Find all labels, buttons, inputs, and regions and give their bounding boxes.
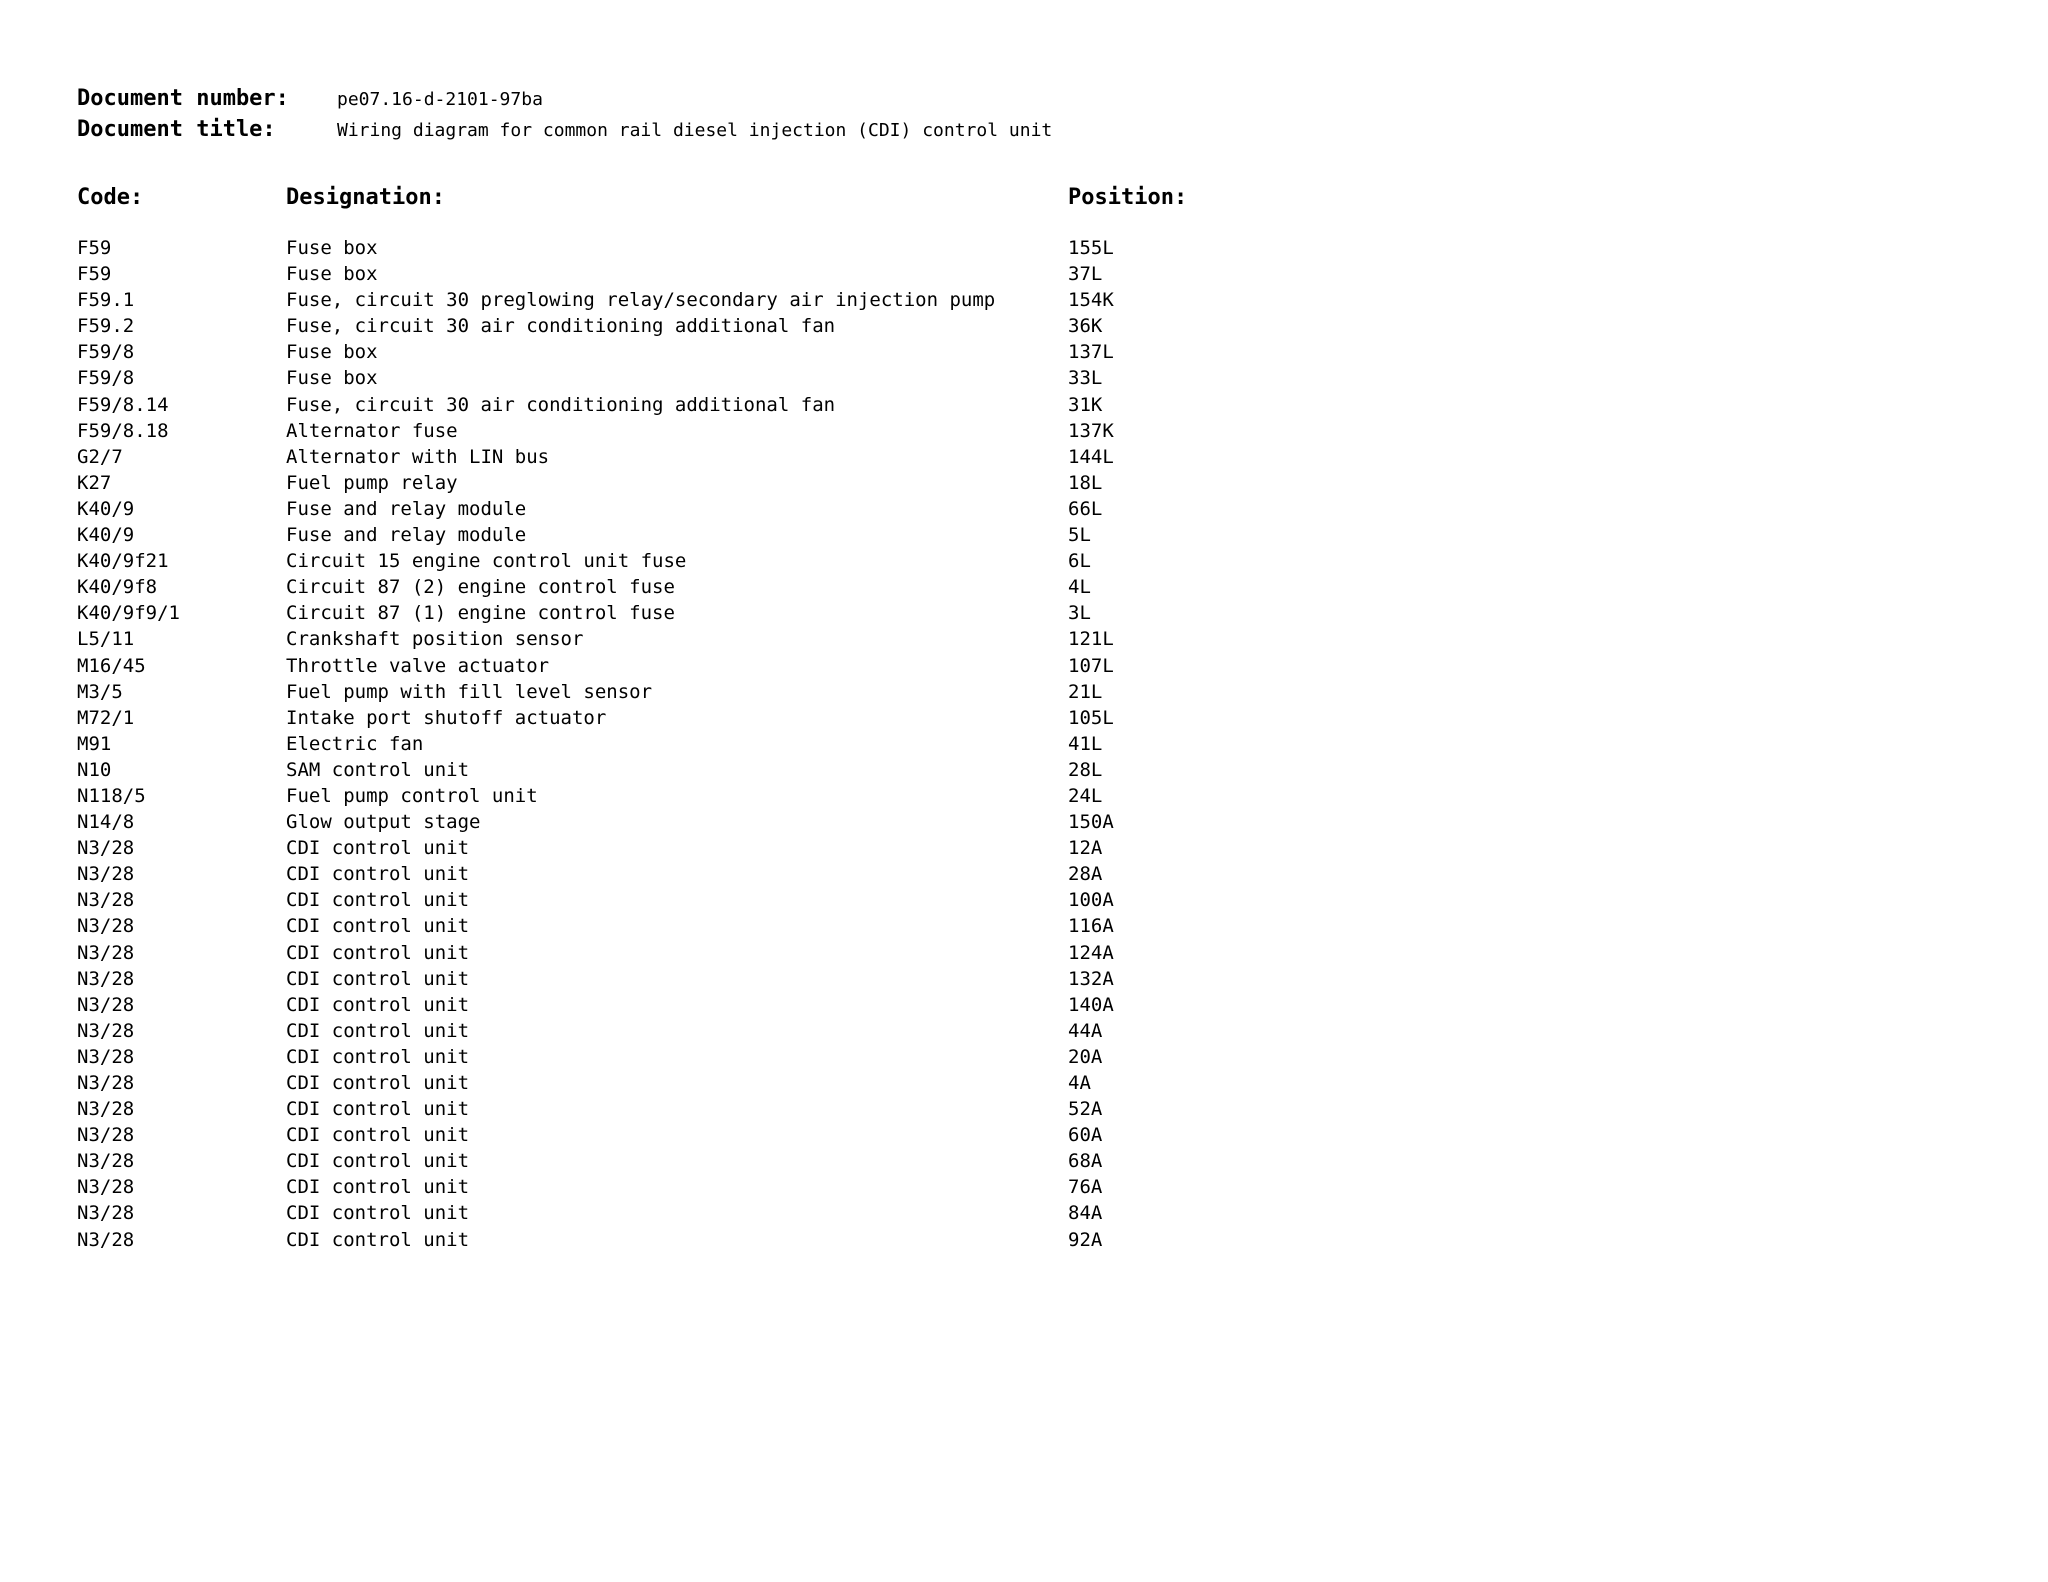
designation-column-header: Designation:	[286, 185, 445, 210]
row-position: 41L	[1068, 732, 1103, 755]
row-designation: SAM control unit	[286, 758, 470, 781]
row-position: 20A	[1068, 1045, 1103, 1068]
code-column-header: Code:	[77, 185, 144, 210]
row-designation: Alternator with LIN bus	[286, 445, 550, 468]
row-designation: CDI control unit	[286, 1228, 470, 1251]
document-number-label: Document number:	[77, 86, 289, 111]
table-row	[0, 705, 2048, 731]
row-code: N3/28	[77, 1045, 135, 1068]
row-designation: CDI control unit	[286, 941, 470, 964]
table-row	[0, 1148, 2048, 1174]
table-row	[0, 1227, 2048, 1253]
table-row	[0, 1122, 2048, 1148]
row-designation: CDI control unit	[286, 1124, 470, 1147]
table-row	[0, 966, 2048, 992]
row-position: 150A	[1068, 811, 1114, 834]
row-code: F59.2	[77, 315, 135, 338]
row-position: 4L	[1068, 576, 1091, 599]
row-code: F59	[77, 263, 112, 286]
table-row	[0, 1070, 2048, 1096]
table-row	[0, 731, 2048, 757]
row-code: N3/28	[77, 837, 135, 860]
row-position: 6L	[1068, 550, 1091, 573]
table-row	[0, 522, 2048, 548]
row-designation: Electric fan	[286, 732, 424, 755]
document-title-row	[77, 117, 1052, 147]
row-designation: CDI control unit	[286, 889, 470, 912]
row-designation: Circuit 87 (2) engine control fuse	[286, 576, 675, 599]
row-code: K40/9	[77, 524, 135, 547]
row-designation: CDI control unit	[286, 993, 470, 1016]
table-row	[0, 548, 2048, 574]
table-row	[0, 809, 2048, 835]
table-row	[0, 574, 2048, 600]
row-code: F59	[77, 237, 112, 259]
row-code: K40/9f8	[77, 576, 158, 599]
row-designation: Throttle valve actuator	[286, 654, 550, 677]
table-row	[0, 913, 2048, 939]
row-position: 31K	[1068, 393, 1103, 416]
table-row	[0, 1174, 2048, 1200]
row-designation: Fuse and relay module	[286, 524, 527, 547]
row-position: 154K	[1068, 289, 1114, 312]
row-code: N3/28	[77, 967, 135, 990]
row-position: 144L	[1068, 445, 1114, 468]
row-position: 60A	[1068, 1124, 1103, 1147]
row-position: 66L	[1068, 497, 1103, 520]
row-position: 124A	[1068, 941, 1114, 964]
row-position: 137L	[1068, 341, 1114, 364]
row-position: 24L	[1068, 784, 1103, 807]
row-designation: CDI control unit	[286, 915, 470, 938]
row-designation: Fuel pump control unit	[286, 784, 538, 807]
row-code: F59.1	[77, 289, 135, 312]
table-row	[0, 235, 2048, 261]
row-code: N3/28	[77, 1202, 135, 1225]
row-code: K40/9f21	[77, 550, 169, 573]
document-number-value: pe07.16-d-2101-97ba	[337, 89, 543, 110]
row-code: N3/28	[77, 915, 135, 938]
table-row	[0, 679, 2048, 705]
row-position: 92A	[1068, 1228, 1103, 1251]
row-code: M3/5	[77, 680, 123, 703]
row-position: 5L	[1068, 524, 1091, 547]
row-code: N3/28	[77, 863, 135, 886]
row-designation: CDI control unit	[286, 1045, 470, 1068]
table-header	[0, 185, 2048, 215]
row-position: 12A	[1068, 837, 1103, 860]
row-position: 36K	[1068, 315, 1103, 338]
table-row	[0, 887, 2048, 913]
table-row	[0, 1018, 2048, 1044]
row-position: 37L	[1068, 263, 1103, 286]
row-code: N14/8	[77, 811, 135, 834]
row-designation: CDI control unit	[286, 1202, 470, 1225]
row-designation: Fuse box	[286, 263, 378, 286]
table-row	[0, 261, 2048, 287]
row-designation: CDI control unit	[286, 1019, 470, 1042]
row-code: N3/28	[77, 1150, 135, 1173]
row-position: 4A	[1068, 1072, 1091, 1094]
row-designation: Fuse, circuit 30 preglowing relay/secondary air injection pump	[286, 289, 996, 312]
row-position: 100A	[1068, 889, 1114, 912]
row-code: F59/8.14	[77, 393, 169, 416]
row-code: N3/28	[77, 1072, 135, 1094]
row-code: N3/28	[77, 889, 135, 912]
row-designation: Circuit 87 (1) engine control fuse	[286, 602, 675, 625]
table-row	[0, 470, 2048, 496]
table-row	[0, 940, 2048, 966]
row-position: 18L	[1068, 471, 1103, 494]
row-designation: Fuse box	[286, 341, 378, 364]
row-designation: CDI control unit	[286, 837, 470, 860]
row-position: 28A	[1068, 863, 1103, 886]
table-row	[0, 783, 2048, 809]
table-row	[0, 444, 2048, 470]
row-position: 44A	[1068, 1019, 1103, 1042]
table-row	[0, 757, 2048, 783]
table-row	[0, 392, 2048, 418]
table-row	[0, 287, 2048, 313]
row-designation: CDI control unit	[286, 1150, 470, 1173]
position-column-header: Position:	[1068, 185, 1188, 210]
row-code: K27	[77, 471, 112, 494]
row-code: K40/9f9/1	[77, 602, 180, 625]
table-row	[0, 339, 2048, 365]
row-position: 132A	[1068, 967, 1114, 990]
row-code: M72/1	[77, 706, 135, 729]
row-position: 84A	[1068, 1202, 1103, 1225]
table-row	[0, 496, 2048, 522]
row-position: 52A	[1068, 1098, 1103, 1121]
table-row	[0, 600, 2048, 626]
document-title-value: Wiring diagram for common rail diesel injection (CDI) control unit	[337, 120, 1053, 141]
row-position: 105L	[1068, 706, 1114, 729]
row-code: N3/28	[77, 1124, 135, 1147]
row-designation: Circuit 15 engine control unit fuse	[286, 550, 687, 573]
row-designation: CDI control unit	[286, 1072, 470, 1094]
row-code: F59/8.18	[77, 419, 169, 442]
row-position: 76A	[1068, 1176, 1103, 1199]
table-row	[0, 1096, 2048, 1122]
row-designation: CDI control unit	[286, 863, 470, 886]
row-code: F59/8	[77, 367, 135, 390]
table-row	[0, 653, 2048, 679]
row-designation: CDI control unit	[286, 1176, 470, 1199]
row-designation: Alternator fuse	[286, 419, 458, 442]
row-code: M91	[77, 732, 112, 755]
row-designation: CDI control unit	[286, 1098, 470, 1121]
row-position: 3L	[1068, 602, 1091, 625]
row-position: 116A	[1068, 915, 1114, 938]
row-designation: Fuse, circuit 30 air conditioning additional fan	[286, 315, 836, 338]
row-code: M16/45	[77, 654, 146, 677]
row-designation: Fuse box	[286, 367, 378, 390]
row-designation: Fuel pump with fill level sensor	[286, 680, 653, 703]
row-position: 21L	[1068, 680, 1103, 703]
table-row	[0, 626, 2048, 652]
row-code: N3/28	[77, 941, 135, 964]
row-code: N3/28	[77, 993, 135, 1016]
row-code: N3/28	[77, 1098, 135, 1121]
component-table	[0, 235, 2048, 1253]
table-row	[0, 861, 2048, 887]
row-position: 140A	[1068, 993, 1114, 1016]
row-code: N3/28	[77, 1228, 135, 1251]
row-code: F59/8	[77, 341, 135, 364]
table-row	[0, 313, 2048, 339]
row-position: 121L	[1068, 628, 1114, 651]
row-code: L5/11	[77, 628, 135, 651]
row-designation: CDI control unit	[286, 967, 470, 990]
row-designation: Fuse box	[286, 237, 378, 259]
document-title-label: Document title:	[77, 117, 276, 142]
table-row	[0, 365, 2048, 391]
row-designation: Glow output stage	[286, 811, 481, 834]
document-number-row	[77, 86, 543, 116]
row-position: 155L	[1068, 237, 1114, 259]
table-row	[0, 418, 2048, 444]
table-row	[0, 1044, 2048, 1070]
row-designation: Intake port shutoff actuator	[286, 706, 607, 729]
row-code: K40/9	[77, 497, 135, 520]
row-designation: Fuse, circuit 30 air conditioning additional fan	[286, 393, 836, 416]
row-position: 33L	[1068, 367, 1103, 390]
row-designation: Fuse and relay module	[286, 497, 527, 520]
row-code: N3/28	[77, 1176, 135, 1199]
row-code: N10	[77, 758, 112, 781]
table-row	[0, 1200, 2048, 1226]
row-code: G2/7	[77, 445, 123, 468]
row-code: N118/5	[77, 784, 146, 807]
table-row	[0, 992, 2048, 1018]
row-position: 137K	[1068, 419, 1114, 442]
row-position: 107L	[1068, 654, 1114, 677]
row-code: N3/28	[77, 1019, 135, 1042]
row-position: 28L	[1068, 758, 1103, 781]
table-row	[0, 835, 2048, 861]
row-position: 68A	[1068, 1150, 1103, 1173]
row-designation: Crankshaft position sensor	[286, 628, 584, 651]
row-designation: Fuel pump relay	[286, 471, 458, 494]
